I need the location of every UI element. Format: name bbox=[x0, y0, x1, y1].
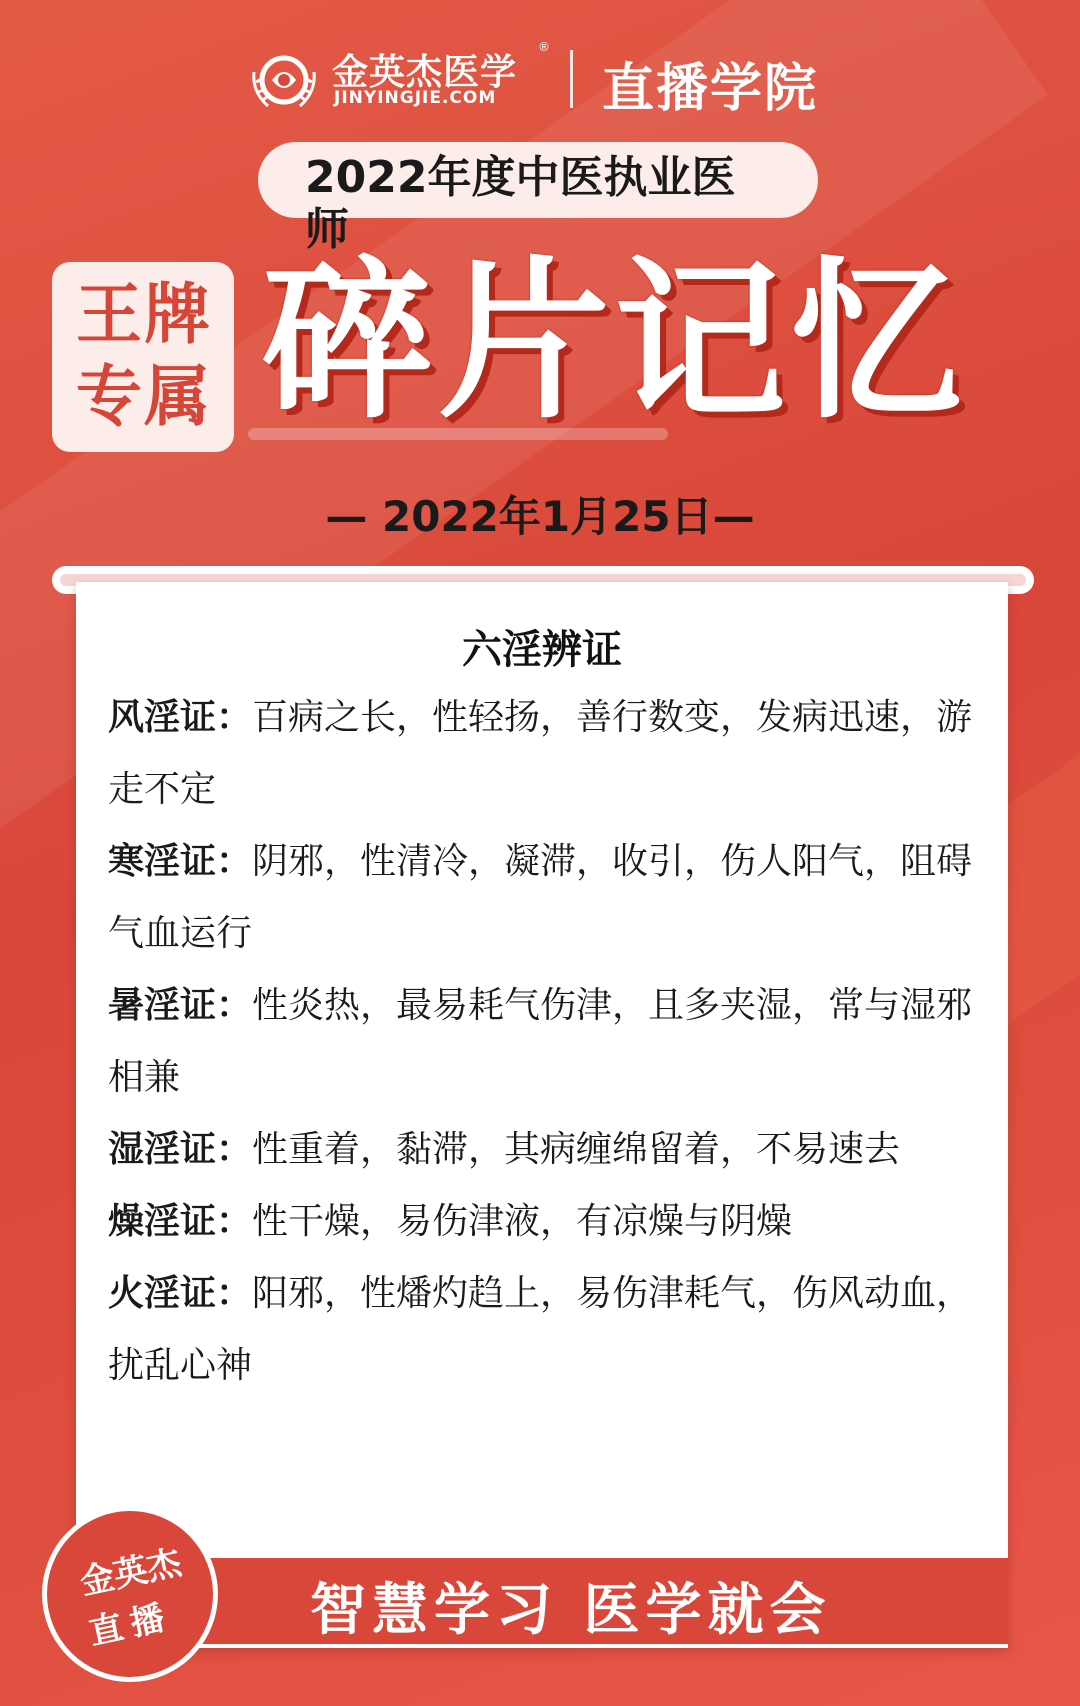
stamp-line-1: 金英杰 bbox=[76, 1542, 185, 1604]
exam-title: 2022年度中医执业医师 bbox=[305, 152, 736, 255]
badge-text bbox=[66, 274, 222, 438]
entry-text: 阴邪，性清冷，凝滞，收引，伤人阳气，阻碍气血运行 bbox=[108, 841, 973, 954]
entry-text: 阳邪，性燔灼趋上，易伤津耗气，伤风动血，扰乱心神 bbox=[108, 1273, 973, 1386]
badge-line-2: 专属 bbox=[76, 358, 212, 435]
entry bbox=[108, 682, 988, 826]
entry bbox=[108, 826, 988, 970]
stamp-line-2: 直播 bbox=[85, 1596, 176, 1654]
header bbox=[0, 38, 1080, 118]
brand-name: 金英杰医学 bbox=[332, 52, 518, 93]
date: — 2022年1月25日— bbox=[325, 492, 755, 541]
content-card bbox=[76, 582, 1008, 1648]
entry-term: 火淫证： bbox=[108, 1273, 253, 1314]
jinyingjie-logo-icon bbox=[246, 42, 322, 118]
brand-url: JINYINGJIE.COM bbox=[334, 88, 497, 108]
footer-slogan: 智慧学习 医学就会 bbox=[310, 1578, 832, 1643]
section-title: 六淫辨证 bbox=[462, 627, 622, 673]
entry-term: 暑淫证： bbox=[108, 985, 253, 1026]
entry-term: 湿淫证： bbox=[108, 1129, 253, 1170]
header-tagline: 直播学院 bbox=[602, 59, 819, 119]
entry bbox=[108, 1186, 988, 1258]
entry-text: 百病之长，性轻扬，善行数变，发病迅速，游走不定 bbox=[108, 697, 973, 810]
entry-text: 性干燥，易伤津液，有凉燥与阴燥 bbox=[252, 1201, 793, 1242]
entry-term: 风淫证： bbox=[108, 697, 253, 738]
entry-term: 寒淫证： bbox=[108, 841, 253, 882]
entry bbox=[108, 1114, 988, 1186]
entry bbox=[108, 970, 988, 1114]
live-stamp bbox=[42, 1506, 218, 1682]
entry-text: 性炎热，最易耗气伤津，且多夹湿，常与湿邪相兼 bbox=[108, 985, 973, 1098]
headline: 碎片记忆 bbox=[262, 241, 966, 442]
badge bbox=[52, 262, 234, 452]
footer-band bbox=[186, 1558, 1008, 1644]
entry-text: 性重着，黏滞，其病缠绵留着，不易速去 bbox=[252, 1129, 901, 1170]
entry-list bbox=[108, 682, 988, 1402]
entry-term: 燥淫证： bbox=[108, 1201, 253, 1242]
badge-line-1: 王牌 bbox=[76, 276, 212, 353]
header-divider bbox=[570, 50, 573, 108]
registered-mark: ® bbox=[538, 40, 550, 54]
entry bbox=[108, 1258, 988, 1402]
